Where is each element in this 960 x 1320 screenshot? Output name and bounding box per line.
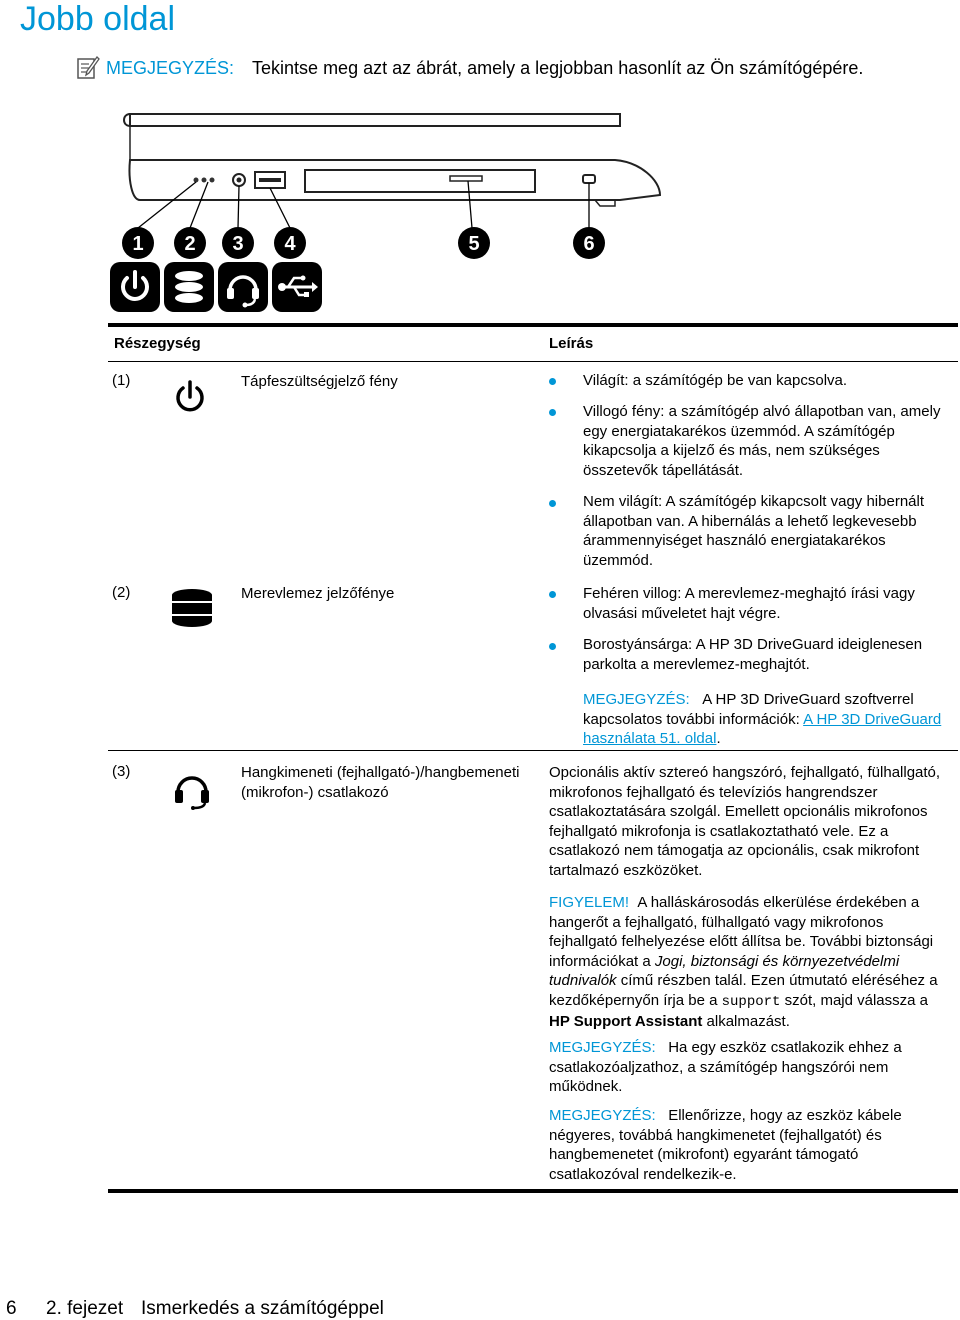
warning-italic: Jogi, biztonsági és környezetvédelmi tudnivalók: [549, 952, 900, 989]
row-divider: [108, 750, 958, 751]
note-label: MEGJEGYZÉS:: [549, 1039, 656, 1056]
power-icon: [110, 262, 160, 312]
row1-name: Tápfeszültségjelző fény: [241, 373, 398, 390]
top-note: [78, 58, 863, 79]
callout-6: [573, 227, 605, 259]
bullet: [549, 500, 556, 507]
svg-text:4: 4: [284, 233, 296, 255]
callout-3: [222, 227, 254, 259]
col-header-description: Leírás: [549, 335, 594, 352]
hard-drive-icon: [164, 262, 214, 312]
warning-bold: HP Support Assistant: [549, 1013, 703, 1030]
table-header-rule: [108, 361, 958, 362]
warning-text-3: szót, majd válassza a: [784, 991, 929, 1009]
svg-text:2: 2: [184, 233, 196, 255]
svg-text:3: 3: [232, 233, 244, 255]
callout-5: [458, 227, 490, 259]
note-text: Ellenőrizze, hogy az eszköz kábele négyeres, továbbá hangkimenetet (fejhallgatót) és hangbemenetet (mikrofont) egyaránt támogató csatlakozóval rendelkezik-e.: [549, 1107, 902, 1183]
bullet: [549, 409, 556, 416]
usb-icon: [272, 262, 322, 312]
row3-description: Opcionális aktív sztereó hangszóró, fejhallgató, fülhallgató, mikrofonos fejhallgató és televíziós hangrendszer csatlakoztatására szolgál. Emellett opcionális mikrofonos fejhallgató mikrofonja is csatlakoztatható vele. Ez a csatlakozó nem támogatja az opcionális, csak mikrofont tartalmazó eszközöket.: [549, 764, 941, 879]
warning-label: FIGYELEM!: [549, 894, 630, 911]
note-text: Ha egy eszköz csatlakozik ehhez a csatlakozóaljzathoz, a számítógép hangszórói nem működnek.: [549, 1039, 902, 1095]
note-text: Tekintse meg azt az ábrát, amely a legjobban hasonlít az Ön számítógépére.: [252, 58, 864, 78]
row1-bullet-1: Világít: a számítógép be van kapcsolva.: [583, 372, 848, 389]
note-label: MEGJEGYZÉS:: [583, 691, 690, 708]
bullet: [549, 643, 556, 650]
headset-icon: [172, 770, 212, 810]
hard-drive-icon: [170, 587, 214, 631]
warning-text-4: alkalmazást.: [706, 1013, 790, 1030]
row3-name: Hangkimeneti (fejhallgató-)/hangbemeneti (mikrofon-) csatlakozó: [241, 764, 520, 801]
page-title: Jobb oldal: [20, 0, 176, 38]
table-top-rule: [108, 323, 958, 327]
row2-number: (2): [112, 584, 131, 601]
row1-bullet-3: Nem világít: A számítógép kikapcsolt vagy hibernált állapotban van. A hibernálás a lehető legkevesebb árammennyiséget használó energiatakarékos üzemmód.: [583, 493, 925, 569]
note-label: MEGJEGYZÉS:: [549, 1107, 656, 1124]
callout-1: [122, 227, 154, 259]
page-number: 6: [6, 1298, 17, 1319]
row1-bullet-2: Villogó fény: a számítógép alvó állapotban van, amely egy energiatakarékos üzemmód. A számítógép kikapcsolja a kijelző és más, nem szükséges összetevők tápellátását.: [583, 403, 941, 479]
bullet: [549, 591, 556, 598]
chapter-title: Ismerkedés a számítógéppel: [141, 1298, 384, 1319]
row3-note-2: [549, 1106, 949, 1184]
svg-text:5: 5: [468, 233, 480, 255]
driveguard-link[interactable]: A HP 3D DriveGuard használata 51. oldal: [583, 710, 942, 747]
note-label: MEGJEGYZÉS:: [106, 58, 235, 78]
callout-2: [174, 227, 206, 259]
headset-icon: [218, 262, 268, 312]
row1-number: (1): [112, 372, 131, 389]
callout-4: [274, 227, 306, 259]
warning-text-1: A halláskárosodás elkerülése érdekében a hangerőt a fejhallgató, fülhallgató vagy mikrofonos fejhallgató felhelyezése előtt állítsa be. További biztonsági információkat a: [549, 894, 934, 970]
chapter-label: 2. fejezet: [46, 1298, 124, 1319]
row2-name: Merevlemez jelzőfénye: [241, 585, 395, 602]
table-bottom-rule: [108, 1189, 958, 1193]
note-icon: [76, 56, 100, 80]
row2-bullet-1: Fehéren villog: A merevlemez-meghajtó írási vagy olvasási műveletet hajt végre.: [583, 585, 915, 622]
row3-warning: [549, 893, 949, 1032]
power-icon: [174, 380, 206, 414]
row3-number: (3): [112, 763, 131, 780]
warning-code: support: [721, 993, 781, 1010]
col-header-component: Részegység: [114, 335, 201, 352]
row2-note: [583, 690, 955, 749]
callout-markers: [122, 225, 622, 266]
icon-strip: [110, 262, 322, 317]
svg-text:1: 1: [132, 233, 144, 255]
bullet: [549, 378, 556, 385]
note-end: .: [716, 730, 721, 747]
row3-note-1: [549, 1038, 949, 1097]
row2-bullet-2: Borostyánsárga: A HP 3D DriveGuard ideiglenesen parkolta a merevlemez-meghajtót.: [583, 636, 923, 673]
warning-text-2: című részben talál. Ezen útmutató eléréséhez a kezdőképernyőn írja be a: [549, 972, 938, 1009]
note-text: A HP 3D DriveGuard szoftverrel kapcsolatos további információk:: [583, 691, 914, 728]
svg-text:6: 6: [583, 233, 595, 255]
